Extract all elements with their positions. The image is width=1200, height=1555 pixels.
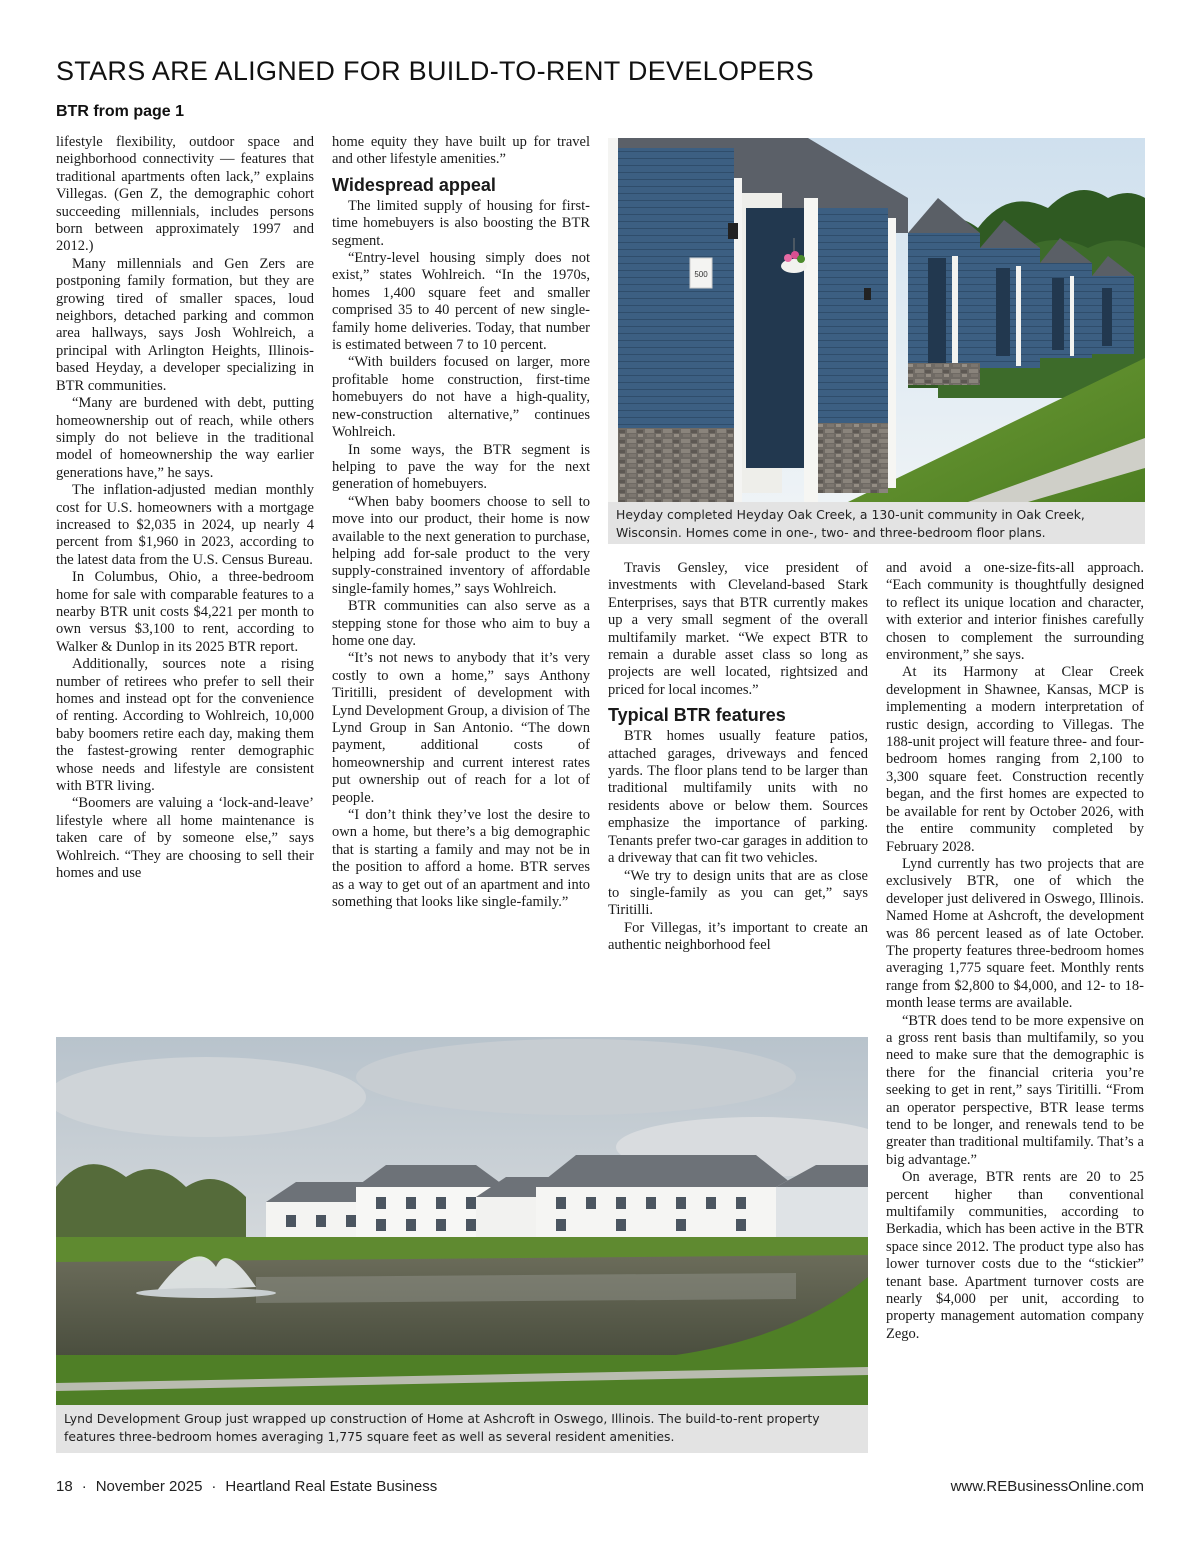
- paragraph: BTR communities can also serve as a stepping stone for those who aim to buy a home one day.: [332, 598, 590, 649]
- paragraph: In some ways, the BTR segment is helping to pave the way for the next generation of homebuyers.: [332, 441, 590, 493]
- photo-caption-bottom: Lynd Development Group just wrapped up construction of Home at Ashcroft in Oswego, Illinois. The build-to-rent property features three-bedroom homes averaging 1,775 square feet as well as several resident amenities.: [56, 1405, 868, 1453]
- paragraph: “It’s not news to anybody that it’s very costly to own a home,” says Anthony Tiritilli, president of development with Lynd Development Group, a division of The Lynd Group in San Antonio. “The down payment, additional costs of homeownership and current interest rates put ownership out of reach for a lot of people.: [332, 650, 590, 806]
- paragraph: home equity they have built up for travel and other lifestyle amenities.”: [332, 134, 590, 168]
- page-footer-left: [56, 1478, 437, 1495]
- section-heading-typical-btr-features: Typical BTR features: [608, 705, 786, 726]
- article-column-4: [886, 560, 1144, 1460]
- paragraph: lifestyle flexibility, outdoor space and neighborhood connectivity — features that traditional apartments often lack,” explains Villegas. (Gen Z, the demographic cohort succeeding millennials, includes persons born between approximately 1997 and 2012.): [56, 134, 314, 255]
- paragraph: “When baby boomers choose to sell to move into our product, their home is now available to the next generation to purchase, helping add for-sale product to the very supply-constrained inventory of affordable single-family homes,” says Wohlreich.: [332, 493, 590, 597]
- photo-caption-top: Heyday completed Heyday Oak Creek, a 130-unit community in Oak Creek, Wisconsin. Homes come in one-, two- and three-bedroom floor plans.: [608, 502, 1145, 544]
- paragraph: Lynd currently has two projects that are exclusively BTR, one of which the developer just delivered in Oswego, Illinois. Named Home at Ashcroft, the development was 86 percent leased as of late October. The property features three-bedroom homes averaging 1,775 square feet. Monthly rents range from $2,800 to $4,000, and 12- to 18-month lease terms are available.: [886, 855, 1144, 1012]
- pond-and-homes-illustration: [56, 1037, 868, 1405]
- section-heading-widespread-appeal: Widespread appeal: [332, 174, 496, 195]
- article-column-2: [332, 134, 590, 1024]
- paragraph: “BTR does tend to be more expensive on a gross rent basis than multifamily, so you need to make sure that the demographic is there for the financial criteria you’re seeking to get in rent,” says Tiritilli. “From an operator perspective, BTR lease terms tend to be longer, and renewals tend to be greater than traditional multifamily. That’s a big advantage.”: [886, 1012, 1144, 1168]
- paragraph: “With builders focused on larger, more profitable home construction, first-time homebuyers do not have a high-quality, new-construction alternative,” continues Wohlreich.: [332, 354, 590, 441]
- paragraph: “We try to design units that are as close to single-family as you can get,” says Tiritilli.: [608, 867, 868, 919]
- paragraph: In Columbus, Ohio, a three-bedroom home for sale with comparable features to a nearby BTR unit costs $4,221 per month to own versus $3,100 to rent, according to Walker & Dunlop in its 2025 BTR report.: [56, 569, 314, 655]
- paragraph: “I don’t think they’ve lost the desire to own a home, but there’s a big demographic that is starting a family and may not be in the position to afford a home. BTR serves as a way to get out of an apartment and into something that looks like single-family.”: [332, 807, 590, 911]
- publication-name: Heartland Real Estate Business: [225, 1478, 438, 1495]
- paragraph: Many millennials and Gen Zers are postponing family formation, but they are growing tired of smaller spaces, loud neighbors, detached parking and common area hallways, says Josh Wohlreich, a principal with Arlington Heights, Illinois-based Heyday, a developer specializing in BTR communities.: [56, 255, 314, 394]
- paragraph: Travis Gensley, vice president of investments with Cleveland-based Stark Enterprises, says that BTR currently makes up a very small segment of the overall multifamily market. “We expect BTR to remain a durable asset class so long as projects are well located, rightsized and priced for local incomes.”: [608, 560, 868, 698]
- paragraph: The inflation-adjusted median monthly cost for U.S. homeowners with a mortgage increased to $2,035 in 2024, up nearly 4 percent from $1,960 in 2023, according to the latest data from the U.S. Census Bureau.: [56, 482, 314, 568]
- photo-heyday-oak-creek: [608, 138, 1145, 502]
- paragraph: The limited supply of housing for first-time homebuyers is also boosting the BTR segment.: [332, 197, 590, 249]
- paragraph: For Villegas, it’s important to create an authentic neighborhood feel: [608, 919, 868, 954]
- townhome-row-illustration: [608, 138, 1145, 502]
- separator: ·: [81, 1478, 87, 1495]
- page-headline: STARS ARE ALIGNED FOR BUILD-TO-RENT DEVELOPERS: [56, 56, 814, 86]
- paragraph: “Many are burdened with debt, putting homeownership out of reach, while others simply do not believe in the traditional model of homeownership the way earlier generations have,” he says.: [56, 395, 314, 481]
- paragraph: BTR homes usually feature patios, attached garages, driveways and fenced yards. The floor plans tend to be larger than traditional multifamily units with no residents above or below them. Sources emphasize the importance of parking. Tenants prefer two-car garages in addition to a driveway that can fit two vehicles.: [608, 728, 868, 867]
- article-column-3: [608, 560, 868, 1030]
- photo-home-at-ashcroft: [56, 1037, 868, 1405]
- website-link[interactable]: www.REBusinessOnline.com: [950, 1478, 1144, 1495]
- page-number: 18: [56, 1478, 73, 1495]
- paragraph: On average, BTR rents are 20 to 25 percent higher than conventional multifamily communities, according to Berkadia, which has been active in the BTR space since 2012. The product type also has lower turnover costs due to the “stickier” tenant base. Apartment turnover costs are nearly $4,000 per unit, according to property management automation company Zego.: [886, 1169, 1144, 1342]
- issue-date: November 2025: [95, 1478, 203, 1495]
- continued-from-label: BTR from page 1: [56, 103, 185, 120]
- separator: ·: [211, 1478, 217, 1495]
- house-number: 500: [694, 270, 708, 279]
- paragraph: “Entry-level housing simply does not exist,” states Wohlreich. “In the 1970s, homes 1,400 square feet and smaller comprised 35 to 40 percent of new single-family home deliveries. Today, that number is estimated between 7 to 10 percent.: [332, 250, 590, 354]
- paragraph: At its Harmony at Clear Creek development in Shawnee, Kansas, MCP is implementing a modern interpretation of rustic design, according to Villegas. The 188-unit project will feature three- and four-bedroom homes ranging from 2,100 to 3,300 square feet. Construction recently began, and the first homes are expected to be available for rent by October 2026, with the entire community completed by February 2028.: [886, 664, 1144, 855]
- article-column-1: [56, 134, 314, 1024]
- paragraph: Additionally, sources note a rising number of retirees who prefer to sell their homes and instead opt for the convenience of renting. According to Wohlreich, 10,000 baby boomers retire each day, making them the fastest-growing renter demographic whose needs and lifestyle are consistent with BTR living.: [56, 656, 314, 795]
- paragraph: “Boomers are valuing a ‘lock-and-leave’ lifestyle where all home maintenance is taken care of by someone else,” says Wohlreich. “They are choosing to sell their homes and use: [56, 795, 314, 882]
- paragraph: and avoid a one-size-fits-all approach. “Each community is thoughtfully designed to reflect its unique location and character, with exterior and interior finishes carefully chosen to complement the surrounding environment,” she says.: [886, 560, 1144, 664]
